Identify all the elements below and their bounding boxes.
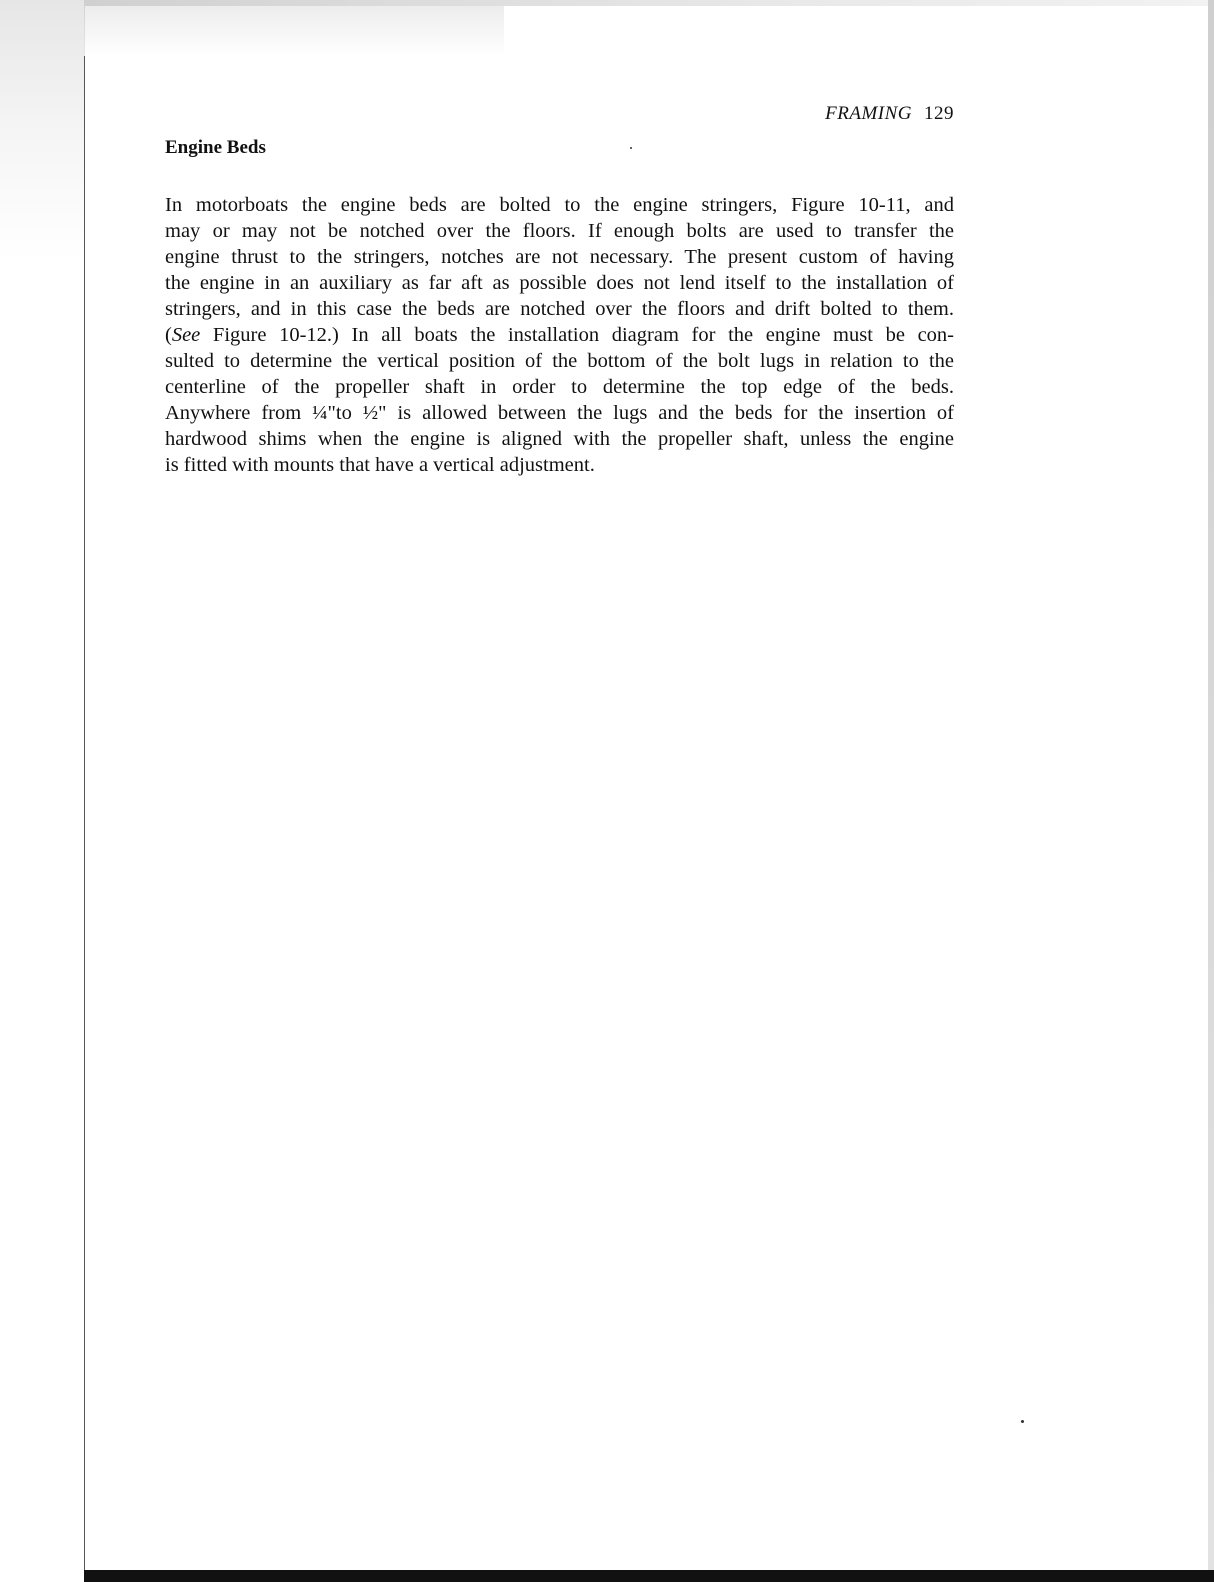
scan-speck [1021, 1420, 1024, 1423]
paragraph-line: hardwood shims when the engine is aligned with the propeller shaft, unless the engine [165, 428, 954, 450]
body-paragraph [165, 192, 954, 478]
paragraph-line: centerline of the propeller shaft in order to determine the top edge of the beds. [165, 376, 954, 398]
scan-smudge [84, 6, 504, 56]
running-head-title: FRAMING [825, 103, 912, 124]
scan-speck [630, 147, 632, 149]
paragraph-line: In motorboats the engine beds are bolted to the engine stringers, Figure 10-11, and [165, 194, 954, 216]
paragraph-line: stringers, and in this case the beds are notched over the floors and drift bolted to them. [165, 298, 954, 320]
section-title: Engine Beds [165, 137, 266, 158]
paragraph-line: is fitted with mounts that have a vertical adjustment. [165, 454, 595, 476]
scan-left-edge [0, 0, 85, 1582]
paragraph-line: engine thrust to the stringers, notches are not necessary. The present custom of having [165, 246, 954, 268]
page-number: 129 [924, 103, 954, 124]
paragraph-line: sulted to determine the vertical position of the bottom of the bolt lugs in relation to the [165, 350, 954, 372]
paragraph-line: the engine in an auxiliary as far aft as possible does not lend itself to the installation of [165, 272, 954, 294]
running-head [700, 103, 954, 125]
paragraph-line: (See Figure 10-12.) In all boats the installation diagram for the engine must be con- [165, 324, 954, 346]
scan-right-edge [1208, 0, 1214, 1582]
paragraph-line: may or may not be notched over the floors. If enough bolts are used to transfer the [165, 220, 954, 242]
scan-bottom-edge [84, 1570, 1214, 1582]
paragraph-line: Anywhere from ¼"to ½" is allowed between the lugs and the beds for the insertion of [165, 402, 954, 424]
